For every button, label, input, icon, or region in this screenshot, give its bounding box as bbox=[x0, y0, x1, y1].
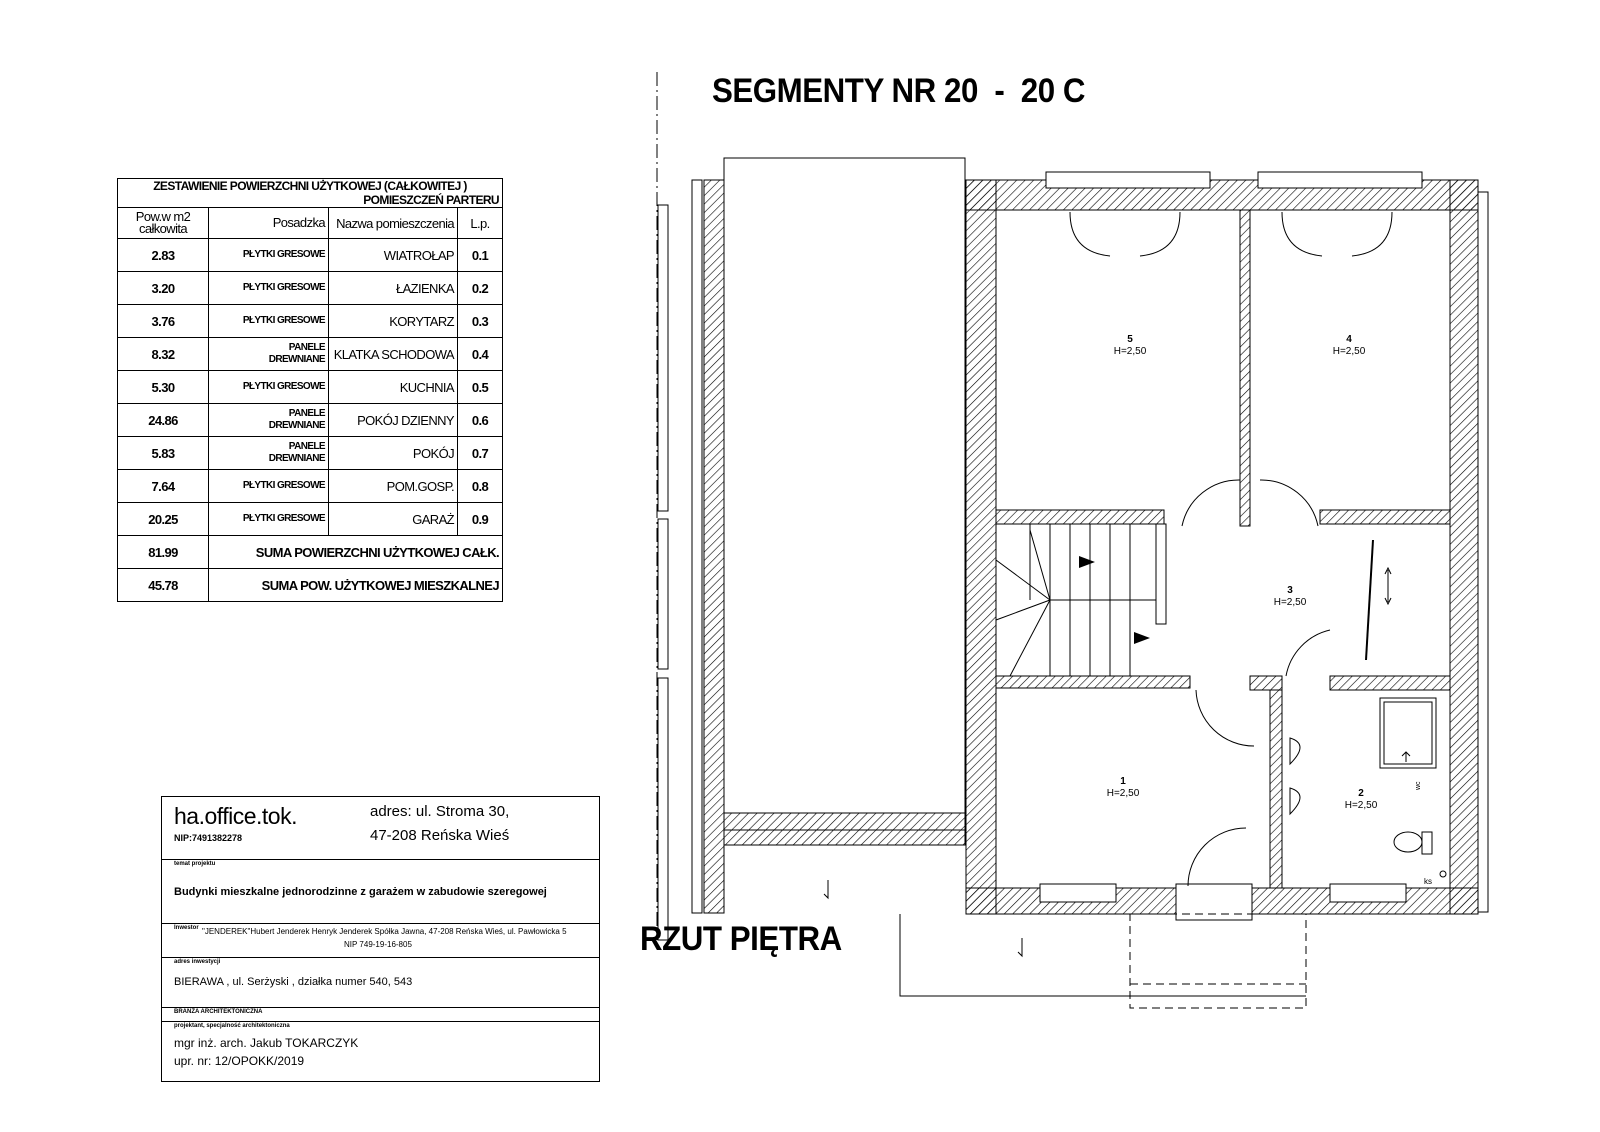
row-lp: 0.7 bbox=[458, 437, 503, 470]
sum-total-value: 81.99 bbox=[118, 536, 209, 569]
door-swing-room5-corridor bbox=[1182, 480, 1240, 526]
slide-arrow bbox=[1385, 568, 1391, 604]
door-swing-bath bbox=[1286, 630, 1330, 676]
office-nip: NIP:7491382278 bbox=[174, 833, 243, 843]
shower-arrow bbox=[1402, 752, 1410, 762]
room-2-number: 2 bbox=[1358, 788, 1364, 799]
row-area: 2.83 bbox=[118, 239, 209, 272]
facade-strip bbox=[658, 205, 668, 511]
window-bottom-right bbox=[1330, 884, 1406, 902]
entrance-canopy bbox=[1130, 914, 1306, 1008]
row-floor: PŁYTKI GRESOWE bbox=[209, 371, 329, 404]
table-title: ZESTAWIENIE POWIERZCHNI UŻYTKOWEJ (CAŁKOWITEJ ) bbox=[118, 179, 503, 194]
row-lp: 0.3 bbox=[458, 305, 503, 338]
row-name: KORYTARZ bbox=[329, 305, 458, 338]
row-lp: 0.1 bbox=[458, 239, 503, 272]
ks-label: ks bbox=[1424, 877, 1432, 886]
row-lp: 0.4 bbox=[458, 338, 503, 371]
washbasin-icon bbox=[1290, 788, 1300, 814]
site: BIERAWA , ul. Serżyski , działka numer 540, 543 bbox=[174, 976, 413, 988]
address-line1: adres: ul. Stroma 30, bbox=[370, 803, 510, 820]
sum-living-label: SUMA POW. UŻYTKOWEJ MIESZKALNEJ bbox=[209, 569, 503, 602]
row-floor: PŁYTKI GRESOWE bbox=[209, 239, 329, 272]
left-wall bbox=[966, 180, 996, 914]
project-label: temat projektu bbox=[174, 861, 216, 867]
row-lp: 0.2 bbox=[458, 272, 503, 305]
office-name: ha.office.tok. bbox=[174, 803, 297, 829]
garage-outline bbox=[724, 158, 965, 830]
row-lp: 0.5 bbox=[458, 371, 503, 404]
partition-bath-top-right bbox=[1330, 676, 1450, 690]
right-wall-finish bbox=[1478, 192, 1488, 912]
door-bottom bbox=[1176, 884, 1252, 920]
garage-wall bbox=[704, 180, 724, 913]
window-top-right bbox=[1258, 172, 1422, 188]
door-swing-entry bbox=[1188, 828, 1246, 886]
floor-drain-icon bbox=[1440, 871, 1446, 877]
row-area: 8.32 bbox=[118, 338, 209, 371]
license: upr. nr: 12/OPOKK/2019 bbox=[174, 1054, 305, 1068]
drawing-title: SEGMENTY NR 20 - 20 C bbox=[712, 72, 1086, 110]
room-4-number: 4 bbox=[1346, 334, 1352, 345]
header-lp: L.p. bbox=[458, 208, 503, 239]
door-swing-room5 bbox=[1070, 212, 1180, 256]
header-area: Pow.w m2 całkowita bbox=[118, 208, 209, 239]
row-floor: PANELE DREWNIANE bbox=[209, 404, 329, 437]
row-floor: PŁYTKI GRESOWE bbox=[209, 272, 329, 305]
washbasin-icon bbox=[1290, 738, 1300, 764]
row-name: POM.GOSP. bbox=[329, 470, 458, 503]
stair-rail bbox=[1156, 524, 1166, 624]
sum-total-label: SUMA POWIERZCHNI UŻYTKOWEJ CAŁK. bbox=[209, 536, 503, 569]
wc-label: wc bbox=[1415, 781, 1422, 790]
stair-arrow-up bbox=[1079, 556, 1095, 568]
partition-stair-top bbox=[996, 510, 1164, 524]
right-wall bbox=[1450, 180, 1478, 914]
address-line2: 47-208 Reńska Wieś bbox=[370, 827, 510, 844]
room-5-number: 5 bbox=[1127, 334, 1133, 345]
terrace-outline bbox=[900, 914, 1306, 996]
table-subtitle: POMIESZCZEŃ PARTERU bbox=[118, 193, 503, 208]
row-lp: 0.8 bbox=[458, 470, 503, 503]
investor: "JENDEREK"Hubert Jenderek Henryk Jenderek Spółka Jawna, 47-208 Reńska Wieś, ul. Pawłowicka 5 bbox=[202, 927, 567, 936]
staircase bbox=[996, 524, 1156, 676]
row-area: 3.20 bbox=[118, 272, 209, 305]
room-4-height: H=2,50 bbox=[1332, 346, 1366, 357]
garage-wall-finish bbox=[692, 180, 702, 913]
row-area: 24.86 bbox=[118, 404, 209, 437]
partition-room4-bottom bbox=[1320, 510, 1450, 524]
window-top-left bbox=[1046, 172, 1210, 188]
garage-bottom-wall bbox=[724, 813, 965, 845]
facade-strip bbox=[658, 519, 668, 669]
sum-living-value: 45.78 bbox=[118, 569, 209, 602]
row-area: 20.25 bbox=[118, 503, 209, 536]
toilet-icon bbox=[1394, 832, 1422, 852]
row-floor: PŁYTKI GRESOWE bbox=[209, 470, 329, 503]
room-1-height: H=2,50 bbox=[1106, 788, 1140, 799]
header-floor: Posadzka bbox=[209, 208, 329, 239]
row-area: 7.64 bbox=[118, 470, 209, 503]
row-name: GARAŻ bbox=[329, 503, 458, 536]
investor-label: Inwestor bbox=[174, 925, 199, 931]
room-3-height: H=2,50 bbox=[1273, 597, 1307, 608]
room-1-number: 1 bbox=[1120, 776, 1126, 787]
row-lp: 0.6 bbox=[458, 404, 503, 437]
row-name: KUCHNIA bbox=[329, 371, 458, 404]
row-floor: PANELE DREWNIANE bbox=[209, 338, 329, 371]
shower-tray bbox=[1380, 698, 1436, 768]
facade-strip bbox=[658, 678, 668, 940]
project-name: Budynki mieszkalne jednorodzinne z garażem w zabudowie szeregowej bbox=[174, 886, 547, 898]
stair-arrow-down bbox=[1134, 632, 1150, 644]
sliding-door bbox=[1366, 540, 1373, 660]
window-bottom-left bbox=[1040, 884, 1116, 902]
door-swing-room4-corridor bbox=[1260, 480, 1318, 526]
plan-label: RZUT PIĘTRA bbox=[640, 920, 842, 958]
row-name: ŁAZIENKA bbox=[329, 272, 458, 305]
row-name: WIATROŁAP bbox=[329, 239, 458, 272]
branch: BRANŻA ARCHITEKTONICZNA bbox=[174, 1009, 263, 1015]
row-lp: 0.9 bbox=[458, 503, 503, 536]
designer: mgr inż. arch. Jakub TOKARCZYK bbox=[174, 1036, 359, 1050]
row-area: 5.83 bbox=[118, 437, 209, 470]
row-name: KLATKA SCHODOWA bbox=[329, 338, 458, 371]
designer-label: projektant, specjalność architektoniczna bbox=[174, 1023, 290, 1029]
row-floor: PANELE DREWNIANE bbox=[209, 437, 329, 470]
row-name: POKÓJ DZIENNY bbox=[329, 404, 458, 437]
toilet-tank bbox=[1422, 832, 1432, 854]
row-area: 5.30 bbox=[118, 371, 209, 404]
room-2-height: H=2,50 bbox=[1344, 800, 1378, 811]
partition-5-4 bbox=[1240, 210, 1250, 526]
room-5-height: H=2,50 bbox=[1113, 346, 1147, 357]
room-3-number: 3 bbox=[1287, 585, 1293, 596]
header-name: Nazwa pomieszczenia bbox=[329, 208, 458, 239]
site-label: adres inwestycji bbox=[174, 959, 221, 965]
row-floor: PŁYTKI GRESOWE bbox=[209, 305, 329, 338]
partition-bath-top bbox=[1250, 676, 1282, 690]
partition-bath-left bbox=[1270, 690, 1282, 888]
door-swing-room1 bbox=[1196, 690, 1254, 746]
row-floor: PŁYTKI GRESOWE bbox=[209, 503, 329, 536]
investor-nip: NIP 749-19-16-805 bbox=[344, 940, 412, 949]
partition-stair-bottom bbox=[996, 676, 1190, 688]
row-area: 3.76 bbox=[118, 305, 209, 338]
door-swing-room4 bbox=[1282, 212, 1392, 256]
row-name: POKÓJ bbox=[329, 437, 458, 470]
